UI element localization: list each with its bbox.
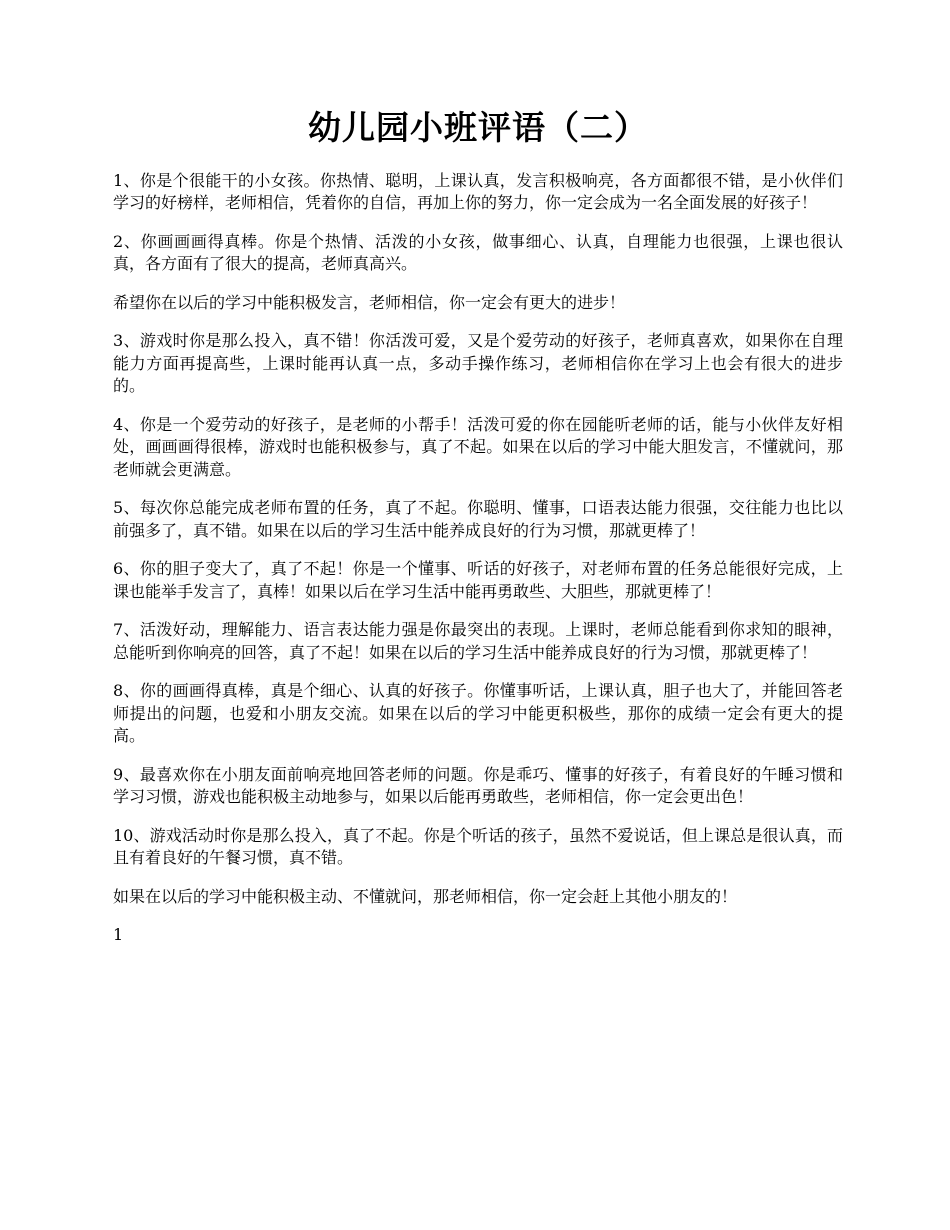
comment-paragraph-1: 1、你是个很能干的小女孩。你热情、聪明，上课认真，发言积极响亮，各方面都很不错，是小伙伴们学习的好榜样，老师相信，凭着你的自信，再加上你的努力，你一定会成为一名全面发展的好孩子！ [113, 170, 843, 213]
comment-paragraph-2-continued: 希望你在以后的学习中能积极发言，老师相信，你一定会有更大的进步！ [113, 292, 626, 312]
comment-paragraph-2: 2、你画画画得真棒。你是个热情、活泼的小女孩，做事细心、认真，自理能力也很强，上课也很认真，各方面有了很大的提高，老师真高兴。 [113, 231, 843, 274]
comment-paragraph-6: 6、你的胆子变大了，真了不起！你是一个懂事、听话的好孩子，对老师布置的任务总能很好完成，上课也能举手发言了，真棒！如果以后在学习生活中能再勇敢些、大胆些，那就更棒了！ [113, 559, 843, 601]
comment-paragraph-3: 3、游戏时你是那么投入，真不错！你活泼可爱，又是个爱劳动的好孩子，老师真喜欢，如果你在自理能力方面再提高些，上课时能再认真一点，多动手操作练习，老师相信你在学习上也会有很大的进步的。 [113, 331, 843, 396]
document-title: 幼儿园小班评语（二） [308, 108, 648, 147]
comment-paragraph-9: 9、最喜欢你在小朋友面前响亮地回答老师的问题。你是乖巧、懂事的好孩子，有着良好的午睡习惯和学习习惯，游戏也能积极主动地参与，如果以后能再勇敢些，老师相信，你一定会更出色！ [113, 764, 843, 807]
document-page [113, 108, 843, 947]
comment-paragraph-7: 7、活泼好动，理解能力、语言表达能力强是你最突出的表现。上课时，老师总能看到你求知的眼神，总能听到你响亮的回答，真了不起！如果在以后的学习生活中能养成良好的行为习惯，那就更棒了！ [113, 620, 843, 662]
comment-paragraph-10: 10、游戏活动时你是那么投入，真了不起。你是个听话的孩子，虽然不爱说话，但上课总是很认真，而且有着良好的午餐习惯，真不错。 [113, 825, 843, 868]
comment-paragraph-10-continued: 如果在以后的学习中能积极主动、不懂就问，那老师相信，你一定会赶上其他小朋友的！ [113, 886, 738, 906]
comment-paragraph-4: 4、你是一个爱劳动的好孩子，是老师的小帮手！活泼可爱的你在园能听老师的话，能与小伙伴友好相处，画画画得很棒，游戏时也能积极参与，真了不起。如果在以后的学习中能大胆发言，不懂就问，那老师就会更满意。 [113, 414, 843, 479]
comment-paragraph-5: 5、每次你总能完成老师布置的任务，真了不起。你聪明、懂事，口语表达能力很强，交往能力也比以前强多了，真不错。如果在以后的学习生活中能养成良好的行为习惯，那就更棒了！ [113, 498, 843, 540]
page-number: 1 [113, 925, 124, 945]
comment-paragraph-8: 8、你的画画得真棒，真是个细心、认真的好孩子。你懂事听话，上课认真，胆子也大了，并能回答老师提出的问题，也爱和小朋友交流。如果在以后的学习中能更积极些，那你的成绩一定会有更大的提高。 [113, 681, 843, 746]
